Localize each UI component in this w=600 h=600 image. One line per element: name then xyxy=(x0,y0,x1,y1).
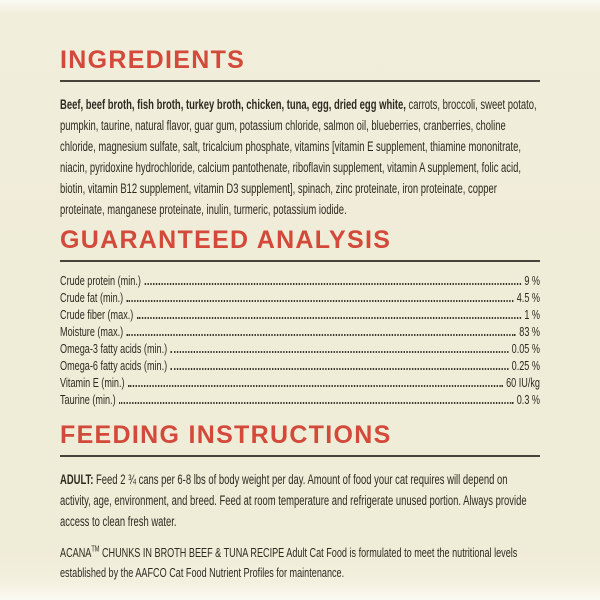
dot-leader xyxy=(127,300,514,302)
brand-name: ACANA xyxy=(60,545,92,560)
analysis-value: 9 % xyxy=(524,273,540,288)
ingredients-section xyxy=(60,48,540,220)
analysis-label: Omega-3 fatty acids (min.) xyxy=(60,341,168,356)
feeding-instructions-title: FEEDING INSTRUCTIONS xyxy=(60,421,392,449)
section-rule xyxy=(60,455,540,457)
analysis-row xyxy=(60,373,540,390)
section-rule xyxy=(60,80,540,82)
dot-leader xyxy=(171,368,509,370)
analysis-label: Taurine (min.) xyxy=(60,392,116,407)
aafco-footnote-text xyxy=(60,543,540,583)
dot-leader xyxy=(137,317,521,319)
analysis-value: 1 % xyxy=(524,307,540,322)
analysis-label: Crude fat (min.) xyxy=(60,290,124,305)
analysis-label: Vitamin E (min.) xyxy=(60,375,125,390)
trademark-superscript: TM xyxy=(91,544,100,554)
section-rule xyxy=(60,260,540,262)
analysis-label: Crude fiber (max.) xyxy=(60,307,134,322)
ingredients-text xyxy=(60,94,540,220)
analysis-value: 0.25 % xyxy=(511,358,540,373)
dot-leader xyxy=(144,283,520,285)
analysis-row xyxy=(60,356,540,373)
feeding-instructions-text xyxy=(60,469,540,532)
ingredients-title: INGREDIENTS xyxy=(60,46,246,74)
analysis-value: 0.05 % xyxy=(511,341,540,356)
analysis-row xyxy=(60,305,540,322)
aafco-statement: CHUNKS IN BROTH BEEF & TUNA RECIPE Adult Cat Food is formulated to meet the nutritional levels established by the AAFCO Cat Food Nutrient Profiles for maintenance. xyxy=(60,545,518,580)
analysis-value: 0.3 % xyxy=(516,392,540,407)
guaranteed-analysis-section xyxy=(60,228,540,407)
analysis-label: Moisture (max.) xyxy=(60,324,124,339)
analysis-value: 4.5 % xyxy=(516,290,540,305)
ingredients-primary-list: Beef, beef broth, fish broth, turkey broth, chicken, tuna, egg, dried egg white, xyxy=(60,97,406,112)
analysis-row xyxy=(60,339,540,356)
analysis-value: 83 % xyxy=(519,324,540,339)
dot-leader xyxy=(171,351,509,353)
analysis-label: Omega-6 fatty acids (min.) xyxy=(60,358,168,373)
analysis-row xyxy=(60,288,540,305)
analysis-label: Crude protein (min.) xyxy=(60,273,141,288)
dot-leader xyxy=(119,402,513,404)
feeding-instructions-section xyxy=(60,423,540,583)
analysis-row xyxy=(60,322,540,339)
dot-leader xyxy=(128,385,503,387)
dot-leader xyxy=(127,334,516,336)
adult-label: ADULT: xyxy=(60,472,94,487)
ingredients-secondary-list: carrots, broccoli, sweet potato, pumpkin, taurine, natural flavor, guar gum, potassium chloride, salmon oil, blueberries, cranberries, choline chloride, magnesium sulfate, salt, tricalcium phosphate, vitamins [vitamin E supplement, thiamine mononitrate, niacin, pyridoxine hydrochloride, calcium pantothenate, riboflavin supplement, vitamin A supplement, folic acid, biotin, vitamin B12 supplement, vitamin D3 supplement], spinach, zinc proteinate, iron proteinate, copper proteinate, manganese proteinate, inulin, turmeric, potassium iodide. xyxy=(60,97,537,217)
analysis-value: 60 IU/kg xyxy=(506,375,540,390)
guaranteed-analysis-table xyxy=(60,271,540,407)
adult-instructions: Feed 2 ¾ cans per 6-8 lbs of body weight per day. Amount of food your cat requires will depend on activity, age, environment, and breed. Feed at room temperature and refrigerate unused portion. Always provide access to clean fresh water. xyxy=(60,472,527,529)
analysis-row xyxy=(60,271,540,288)
analysis-row xyxy=(60,390,540,407)
guaranteed-analysis-title: GUARANTEED ANALYSIS xyxy=(60,226,392,254)
